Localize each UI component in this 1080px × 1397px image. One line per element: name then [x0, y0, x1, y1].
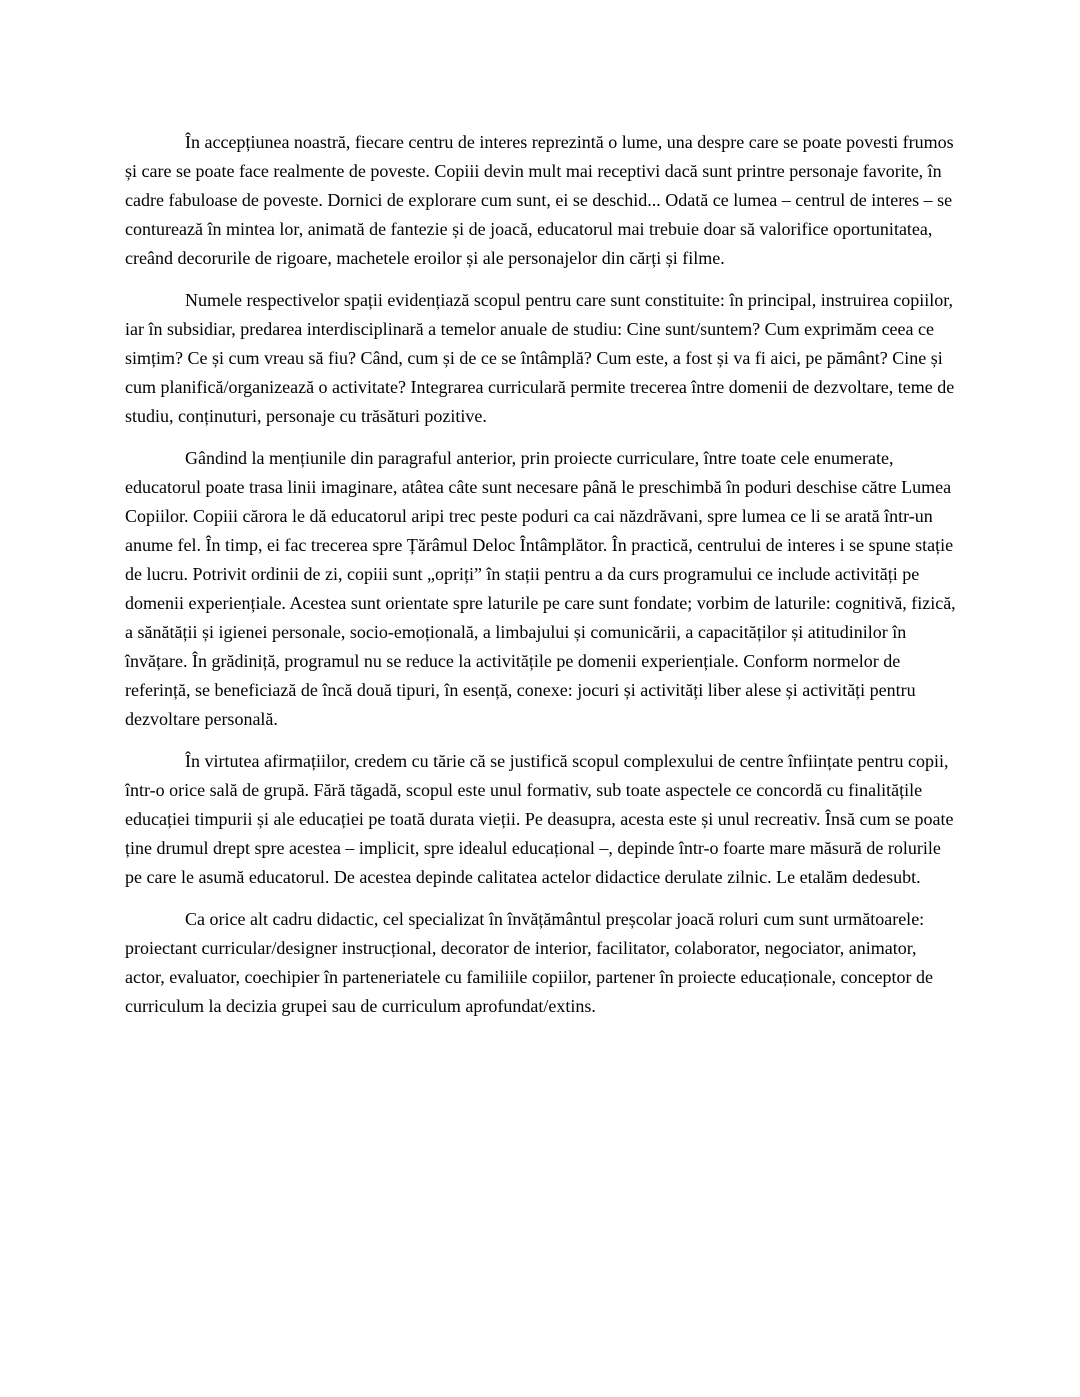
paragraph: În virtutea afirmațiilor, credem cu tărie că se justifică scopul complexului de centre înființate pentru copii, într-o orice sală de grupă. Fără tăgadă, scopul este unul formativ, sub toate aspectele ce concordă cu finalitățile educației timpurii și ale educației pe toată durata vieții. Pe deasupra, acesta este și unul recreativ. Însă cum se poate ține drumul drept spre acestea – implicit, spre idealul educațional –, depinde într-o foarte mare măsură de rolurile pe care le asumă educatorul. De acestea depinde calitatea actelor didactice derulate zilnic. Le etalăm dedesubt.: [125, 751, 954, 887]
paragraph: În accepțiunea noastră, fiecare centru de interes reprezintă o lume, una despre care se poate povesti frumos și care se poate face realmente de poveste. Copiii devin mult mai receptivi dacă sunt printre personaje favorite, în cadre fabuloase de poveste. Dornici de explorare cum sunt, ei se deschid... Odată ce lumea – centrul de interes – se conturează în mintea lor, animată de fantezie și de joacă, educatorul mai trebuie doar să valorifice oportunitatea, creând decorurile de rigoare, machetele eroilor și ale personajelor din cărți și filme.: [125, 132, 954, 268]
paragraph: Numele respectivelor spații evidențiază scopul pentru care sunt constituite: în principal, instruirea copiilor, iar în subsidiar, predarea interdisciplinară a temelor anuale de studiu: Cine sunt/suntem? Cum exprimăm ceea ce simțim? Ce și cum vreau să fiu? Când, cum și de ce se întâmplă? Cum este, a fost și va fi aici, pe pământ? Cine și cum planifică/organizează o activitate? Integrarea curriculară permite trecerea între domenii de dezvoltare, teme de studiu, conținuturi, personaje cu trăsături pozitive.: [125, 290, 955, 426]
paragraph: Gândind la mențiunile din paragraful anterior, prin proiecte curriculare, între toate cele enumerate, educatorul poate trasa linii imaginare, atâtea câte sunt necesare până le preschimbă în poduri deschise către Lumea Copiilor. Copiii cărora le dă educatorul aripi trec peste poduri ca cai năzdrăvani, spre lumea ce li se arată într-un anume fel. În timp, ei fac trecerea spre Țărâmul Deloc Întâmplător. În practică, centrului de interes i se spune stație de lucru. Potrivit ordinii de zi, copiii sunt „opriți” în stații pentru a da curs programului ce include activități pe domenii experiențiale. Acestea sunt orientate spre laturile pe care sunt fondate; vorbim de laturile: cognitivă, fizică, a sănătății și igienei personale, socio-emoțională, a limbajului și comunicării, a capacităților și atitudinilor în învățare. În grădiniță, programul nu se reduce la activitățile pe domenii experiențiale. Conform normelor de referință, se beneficiază de încă două tipuri, în esență, conexe: jocuri și activități liber alese și activități pentru dezvoltare personală.: [125, 448, 956, 729]
paragraph: Ca orice alt cadru didactic, cel specializat în învățământul preșcolar joacă roluri cum sunt următoarele: proiectant curricular/designer instrucțional, decorator de interior, facilitator, colaborator, negociator, animator, actor, evaluator, coechipier în parteneriatele cu familiile copiilor, partener în proiecte educaționale, conceptor de curriculum la decizia grupei sau de curriculum aprofundat/extins.: [125, 909, 933, 1016]
document-body-text: [125, 128, 955, 1021]
